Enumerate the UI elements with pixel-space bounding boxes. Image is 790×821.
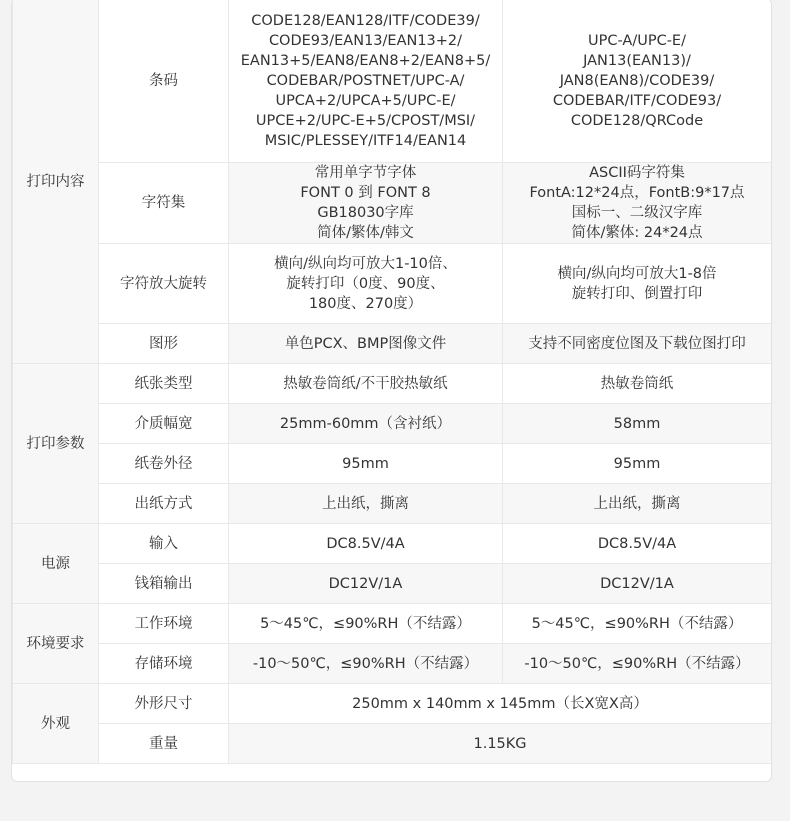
group-print-params: 打印参数 [13, 364, 99, 524]
input-left: DC8.5V/4A [229, 524, 503, 564]
storage-env-right: -10～50℃，≤90%RH（不结露） [503, 644, 772, 684]
cash-drawer-right: DC12V/1A [503, 564, 772, 604]
barcode-right: UPC-A/UPC-E/ JAN13(EAN13)/ JAN8(EAN8)/CODE39/ CODEBAR/ITF/CODE93/ CODE128/QRCode [503, 0, 772, 163]
dimensions-value: 250mm x 140mm x 145mm（长Ⅹ宽Ⅹ高） [229, 684, 772, 724]
spec-table [12, 0, 772, 764]
storage-env-left: -10～50℃，≤90%RH（不结露） [229, 644, 503, 684]
char-rotate-right: 横向/纵向均可放大1-8倍 旋转打印、倒置打印 [503, 244, 772, 324]
barcode-left: CODE128/EAN128/ITF/CODE39/ CODE93/EAN13/EAN13+2/ EAN13+5/EAN8/EAN8+2/EAN8+5/ CODEBAR/POSTNET/UPC-A/ UPCA+2/UPCA+5/UPC-E/ UPCE+2/UPC-E+5/CPOST/MSI/ MSIC/PLESSEY/ITF14/EAN14 [229, 0, 503, 163]
row-graphics [13, 324, 772, 364]
label-paper-type: 纸张类型 [99, 364, 229, 404]
label-char-rotate: 字符放大旋转 [99, 244, 229, 324]
row-input [13, 524, 772, 564]
label-dimensions: 外形尺寸 [99, 684, 229, 724]
cash-drawer-left: DC12V/1A [229, 564, 503, 604]
row-work-env [13, 604, 772, 644]
paper-type-right: 热敏卷筒纸 [503, 364, 772, 404]
row-charset [13, 163, 772, 244]
row-roll-diameter [13, 444, 772, 484]
work-env-right: 5～45℃，≤90%RH（不结露） [503, 604, 772, 644]
row-paper-out [13, 484, 772, 524]
weight-value: 1.15KG [229, 724, 772, 764]
char-rotate-left: 横向/纵向均可放大1-10倍、 旋转打印（0度、90度、 180度、270度） [229, 244, 503, 324]
label-graphics: 图形 [99, 324, 229, 364]
row-storage-env [13, 644, 772, 684]
row-dimensions [13, 684, 772, 724]
roll-diameter-left: 95mm [229, 444, 503, 484]
media-width-right: 58mm [503, 404, 772, 444]
paper-type-left: 热敏卷筒纸/不干胶热敏纸 [229, 364, 503, 404]
group-environment: 环境要求 [13, 604, 99, 684]
label-paper-out: 出纸方式 [99, 484, 229, 524]
spec-table-card [11, 0, 772, 782]
label-input: 输入 [99, 524, 229, 564]
label-storage-env: 存储环境 [99, 644, 229, 684]
group-power: 电源 [13, 524, 99, 604]
label-weight: 重量 [99, 724, 229, 764]
label-cash-drawer: 钱箱输出 [99, 564, 229, 604]
paper-out-right: 上出纸，撕离 [503, 484, 772, 524]
paper-out-left: 上出纸，撕离 [229, 484, 503, 524]
input-right: DC8.5V/4A [503, 524, 772, 564]
label-charset: 字符集 [99, 163, 229, 244]
graphics-right: 支持不同密度位图及下载位图打印 [503, 324, 772, 364]
row-media-width [13, 404, 772, 444]
group-print-content: 打印内容 [13, 0, 99, 364]
label-work-env: 工作环境 [99, 604, 229, 644]
row-weight [13, 724, 772, 764]
charset-left: 常用单字节字体 FONT 0 到 FONT 8 GB18030字库 简体/繁体/韩文 [229, 163, 503, 244]
page-bottom-background [0, 782, 790, 821]
label-barcode: 条码 [99, 0, 229, 163]
row-paper-type [13, 364, 772, 404]
graphics-left: 单色PCX、BMP图像文件 [229, 324, 503, 364]
work-env-left: 5～45℃，≤90%RH（不结露） [229, 604, 503, 644]
roll-diameter-right: 95mm [503, 444, 772, 484]
row-cash-drawer [13, 564, 772, 604]
charset-right: ASCII码字符集 FontA:12*24点，FontB:9*17点 国标一、二级汉字库 简体/繁体: 24*24点 [503, 163, 772, 244]
row-barcode [13, 0, 772, 163]
label-media-width: 介质幅宽 [99, 404, 229, 444]
label-roll-diameter: 纸卷外径 [99, 444, 229, 484]
media-width-left: 25mm-60mm（含衬纸） [229, 404, 503, 444]
group-appearance: 外观 [13, 684, 99, 764]
row-char-rotate [13, 244, 772, 324]
